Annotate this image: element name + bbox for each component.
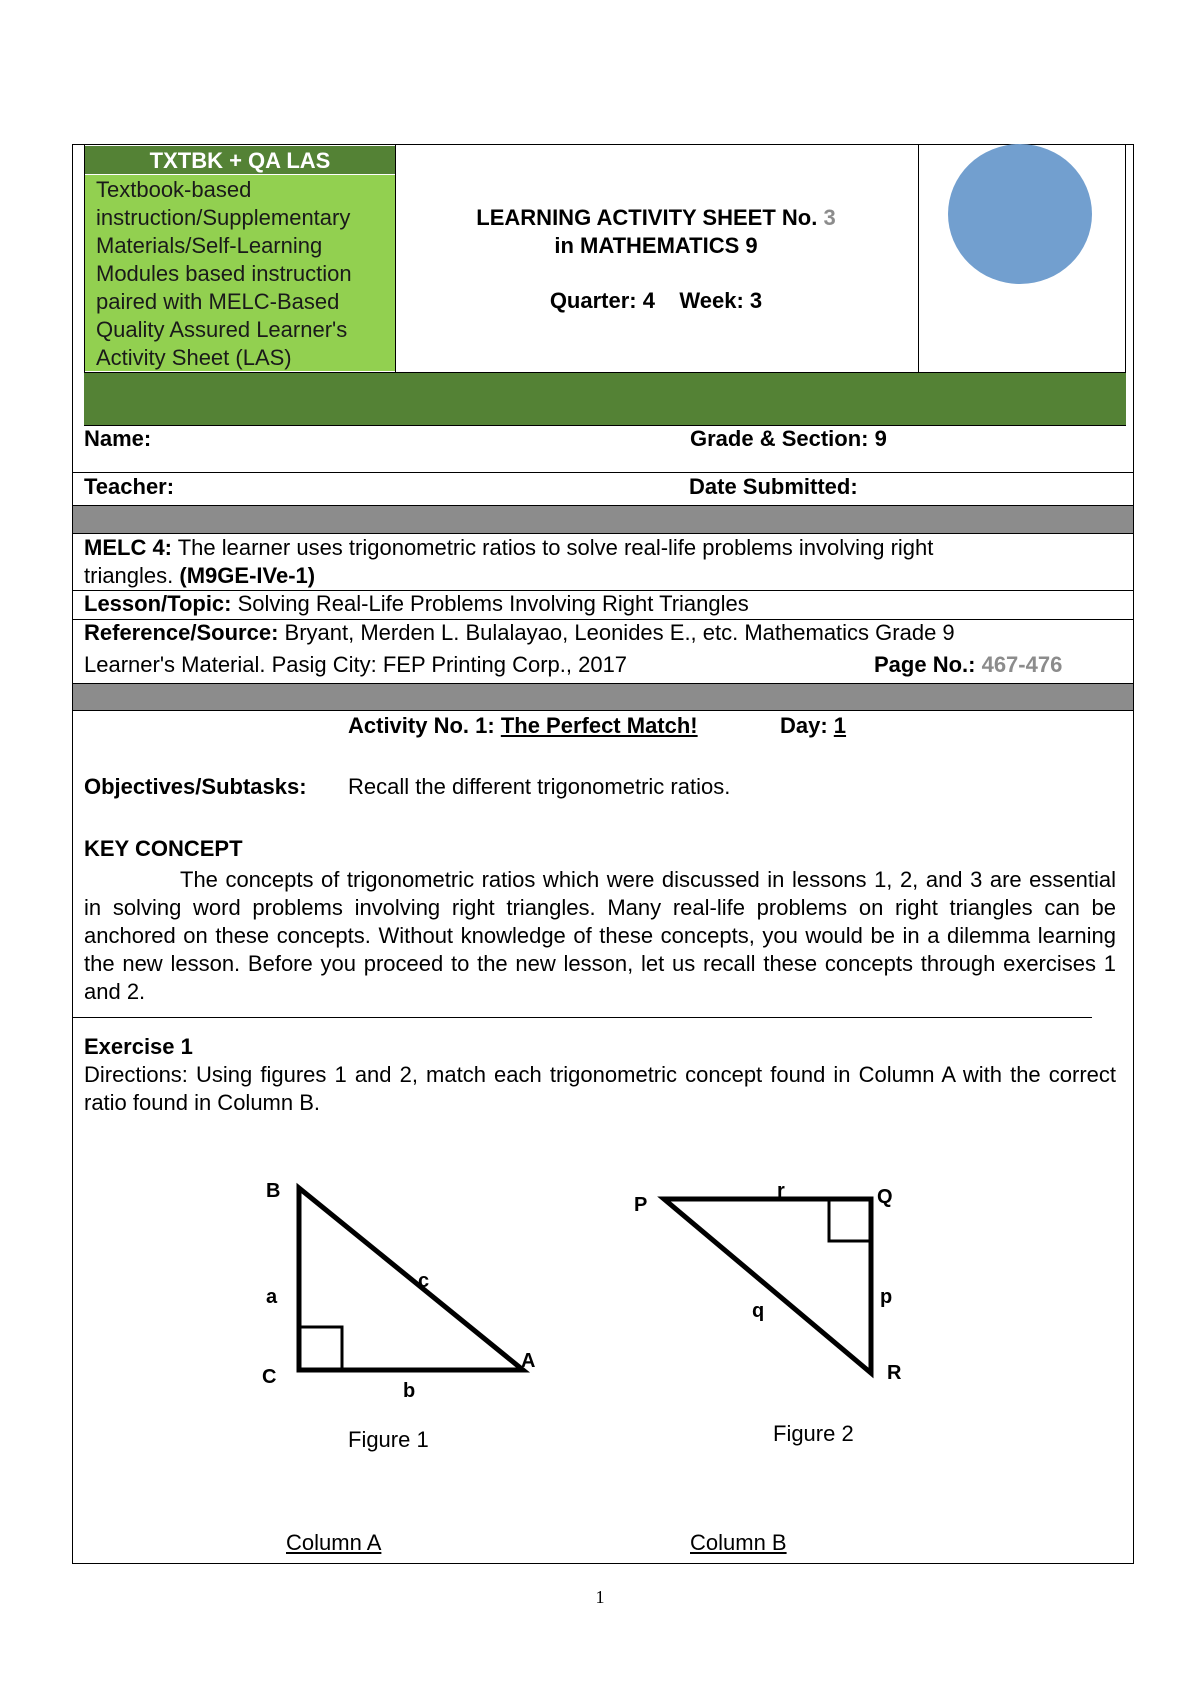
vertex-a-label: A [521,1350,536,1372]
figure-1-caption: Figure 1 [348,1427,429,1452]
grey-bar [73,506,1133,533]
day-label: Day: [780,713,834,738]
right-angle-marker [829,1199,871,1241]
triangle-abc [299,1188,523,1370]
frame-bottom [72,1563,1134,1564]
page-no-label: Page No.: [874,652,976,677]
page-no-value: 467-476 [975,652,1063,677]
exercise-heading: Exercise 1 [84,1034,193,1059]
day-line [780,713,846,739]
figure-2-triangle [640,1180,900,1400]
badge-desc-line: paired with MELC-Based [96,289,340,314]
key-concept-heading: KEY CONCEPT [84,836,243,861]
side-a-label: a [266,1286,278,1308]
date-submitted-label: Date Submitted: [689,474,858,499]
badge-desc-line: Quality Assured Learner's [96,317,348,342]
sheet-title [396,205,916,231]
header-green-bar [84,372,1126,426]
melc-code: (M9GE-IVe-1) [179,563,316,588]
vertex-c-label: C [262,1366,277,1388]
column-b-header: Column B [690,1530,787,1555]
grey-bar [73,684,1133,710]
lesson-label: Lesson/Topic: [84,591,232,616]
row-divider [72,472,1134,473]
frame-right [1133,144,1134,1564]
row-divider [72,710,1134,711]
badge-desc-line: instruction/Supplementary [96,205,351,230]
page-number: 1 [595,1587,605,1607]
logo-cell-left [918,144,919,372]
vertex-r-label: R [887,1362,902,1384]
reference-line2: Learner's Material. Pasig City: FEP Printing Corp., 2017 [84,652,628,677]
side-q-label: q [752,1300,765,1322]
sheet-number: 3 [823,205,836,230]
side-b-label: b [403,1380,416,1402]
sheet-title-prefix: LEARNING ACTIVITY SHEET No. [476,205,824,230]
right-angle-marker [299,1327,342,1370]
melc-text-2: triangles. [84,563,180,588]
week-label: Week: 3 [679,288,763,313]
figure-1-triangle [240,1170,560,1410]
triangle-pqr [664,1199,871,1373]
reference-label: Reference/Source: [84,620,279,645]
sheet-subtitle: in MATHEMATICS 9 [554,233,758,258]
side-r-label: r [777,1180,785,1202]
column-a-header: Column A [286,1530,382,1555]
activity-title: The Perfect Match! [500,713,698,738]
activity-label: Activity No. 1: [348,713,501,738]
melc-text: The learner uses trigonometric ratios to solve real-life problems involving right [172,535,934,560]
page-no [874,652,1062,678]
quarter-week [396,288,916,314]
quarter-label: Quarter: 4 [549,288,655,313]
objectives-text: Recall the different trigonometric ratios. [348,774,731,799]
name-label: Name: [84,426,152,451]
frame-top [72,144,1134,145]
day-value: 1 [833,713,847,738]
section-divider [72,1017,1092,1018]
key-concept-paragraph: The concepts of trigonometric ratios which were discussed in lessons 1, 2, and 3 are essential in solving word problems involving right triangles. Many real-life problems on right triangles can be anchored on these concepts. Without knowledge of these concepts, you would be in a dilemma learning the new lesson. Before you proceed to the new lesson, let us recall these concepts through exercises 1 and 2. [84,867,1116,1004]
reference-line1 [84,620,955,646]
lesson-line [84,591,749,617]
badge-desc-line: Materials/Self-Learning [96,233,323,258]
vertex-b-label: B [266,1180,281,1202]
exercise-directions: Directions: Using figures 1 and 2, match each trigonometric concept found in Column A with the correct ratio found in Column B. [84,1062,1116,1115]
side-p-label: p [880,1286,893,1308]
row-divider [72,533,1134,534]
frame-left [72,144,73,1564]
activity-line [348,713,698,739]
teacher-label: Teacher: [84,474,175,499]
melc-line2 [84,563,315,589]
logo-circle [948,144,1092,284]
badge-description [96,176,396,372]
figure-2-caption: Figure 2 [773,1421,854,1446]
objectives-label: Objectives/Subtasks: [84,774,307,799]
vertex-q-label: Q [877,1186,893,1208]
badge-desc-line: Textbook-based [96,177,252,202]
grade-section-label: Grade & Section: 9 [690,426,887,451]
badge-title: TXTBK + QA LAS [149,148,331,173]
reference-text: Bryant, Merden L. Bulalayao, Leonides E., etc. Mathematics Grade 9 [278,620,955,645]
vertex-p-label: P [634,1194,648,1216]
side-c-label: c [418,1270,430,1292]
lesson-text: Solving Real-Life Problems Involving Right Triangles [231,591,749,616]
melc-label: MELC 4: [84,535,172,560]
badge-desc-line: Modules based instruction [96,261,352,286]
melc-line1 [84,535,933,561]
badge-desc-line: Activity Sheet (LAS) [96,345,292,370]
